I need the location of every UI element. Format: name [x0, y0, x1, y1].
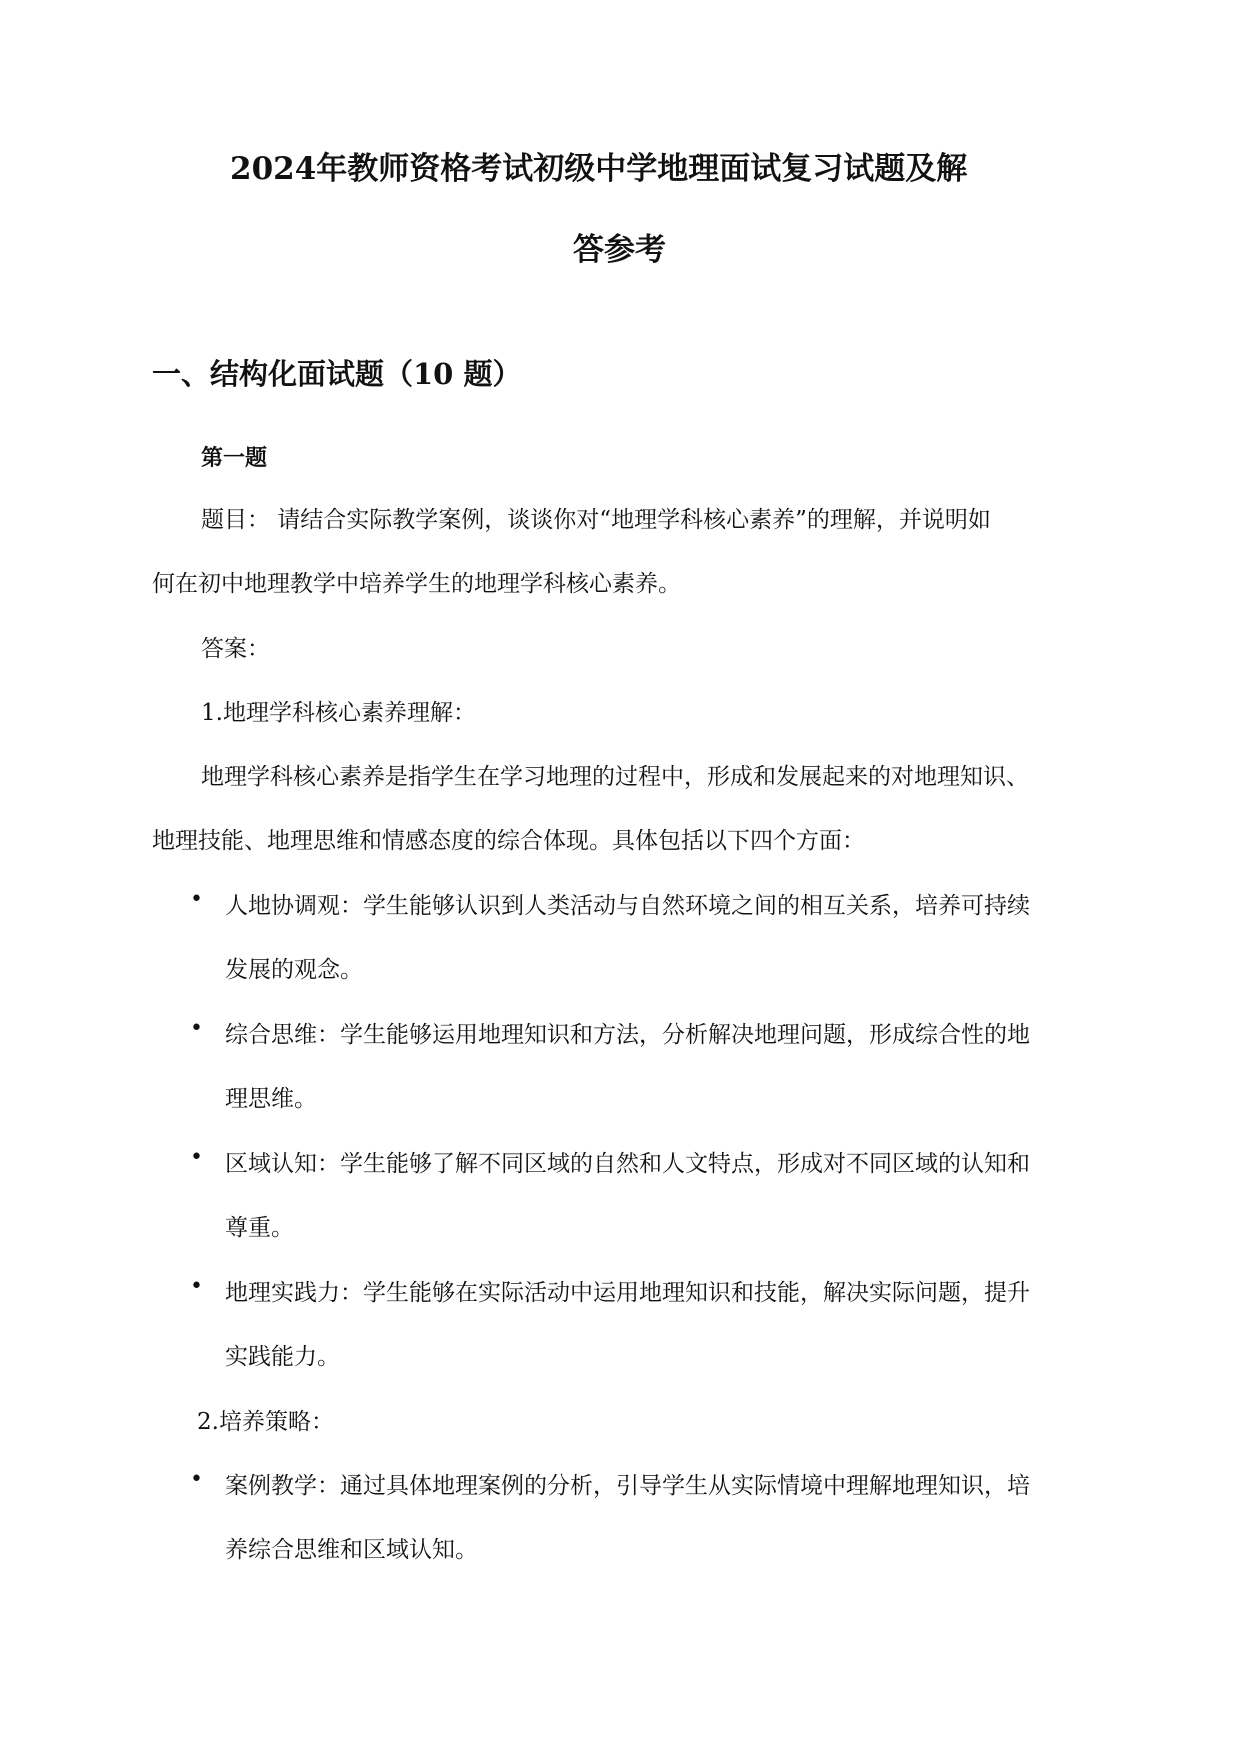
list-item-line2: 实践能力。 — [225, 1344, 340, 1370]
list-item-line1: 人地协调观：学生能够认识到人类活动与自然环境之间的相互关系，培养可持续 — [225, 893, 1030, 919]
list-item-line1: 区域认知：学生能够了解不同区域的自然和人文特点，形成对不同区域的认知和 — [225, 1151, 1030, 1177]
bullet-marker: • — [190, 1467, 203, 1492]
document-title-line1: 2024年教师资格考试初级中学地理面试复习试题及解 — [230, 151, 968, 187]
bullet-marker: • — [190, 1145, 203, 1170]
section-heading: 一、结构化面试题（10 题） — [152, 357, 522, 391]
question-heading: 第一题 — [201, 445, 268, 471]
part1-paragraph-line1: 地理学科核心素养是指学生在学习地理的过程中，形成和发展起来的对地理知识、 — [201, 764, 1029, 790]
document-title-line2: 答参考 — [573, 232, 666, 268]
list-item-line2: 养综合思维和区域认知。 — [225, 1537, 478, 1563]
list-item-line2: 尊重。 — [225, 1215, 294, 1241]
part2-heading: 2.培养策略： — [197, 1409, 334, 1435]
bullet-marker: • — [190, 887, 203, 912]
list-item-line2: 理思维。 — [225, 1086, 317, 1112]
list-item-line2: 发展的观念。 — [225, 957, 363, 983]
question-text-line1: 题目： 请结合实际教学案例，谈谈你对“地理学科核心素养”的理解，并说明如 — [201, 507, 991, 533]
bullet-marker: • — [190, 1016, 203, 1041]
bullet-marker: • — [190, 1274, 203, 1299]
list-item-line1: 案例教学：通过具体地理案例的分析，引导学生从实际情境中理解地理知识，培 — [225, 1473, 1030, 1499]
list-item-line1: 综合思维：学生能够运用地理知识和方法，分析解决地理问题，形成综合性的地 — [225, 1022, 1030, 1048]
list-item-line1: 地理实践力：学生能够在实际活动中运用地理知识和技能，解决实际问题，提升 — [225, 1280, 1030, 1306]
part1-paragraph-line2: 地理技能、地理思维和情感态度的综合体现。具体包括以下四个方面： — [152, 828, 865, 854]
question-text-line2: 何在初中地理教学中培养学生的地理学科核心素养。 — [152, 571, 681, 597]
answer-label: 答案： — [201, 636, 270, 662]
part1-heading: 1.地理学科核心素养理解： — [201, 700, 476, 726]
